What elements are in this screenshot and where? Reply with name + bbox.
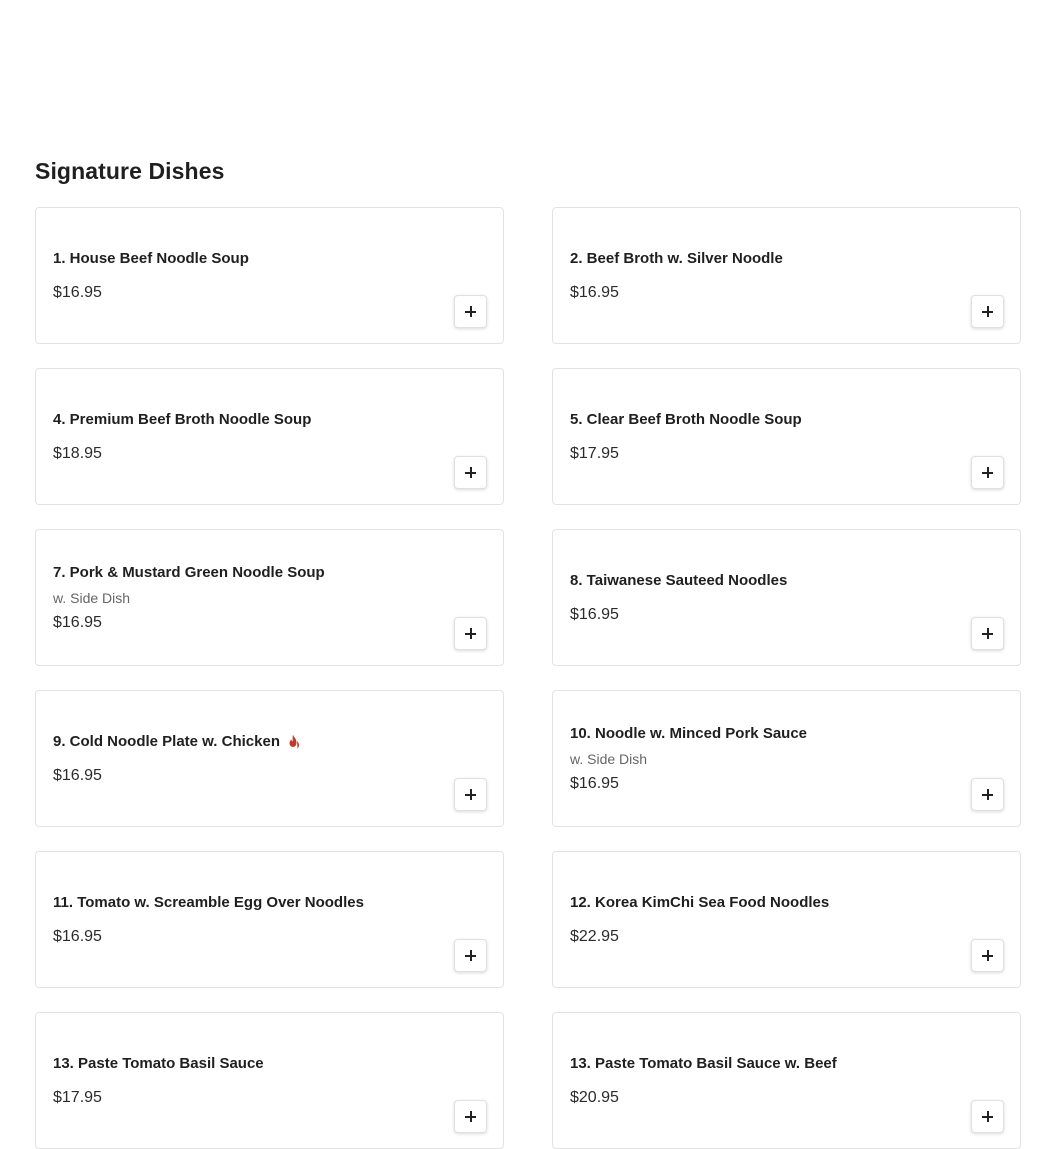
menu-item-info — [53, 369, 443, 504]
menu-item-price: $16.95 — [53, 766, 102, 784]
menu-item-card[interactable] — [35, 368, 504, 505]
menu-item-name: 4. Premium Beef Broth Noodle Soup — [53, 410, 312, 428]
menu-item-info — [53, 208, 443, 343]
menu-item-price: $16.95 — [570, 283, 619, 301]
plus-icon — [465, 306, 476, 317]
menu-item-description: w. Side Dish — [53, 589, 131, 606]
plus-icon — [982, 950, 993, 961]
add-item-button[interactable] — [454, 939, 487, 972]
menu-item-info — [53, 530, 443, 665]
menu-item-description: w. Side Dish — [570, 750, 648, 767]
menu-item-name: 13. Paste Tomato Basil Sauce w. Beef — [570, 1054, 837, 1072]
menu-item-name: 10. Noodle w. Minced Pork Sauce — [570, 724, 808, 742]
section-title: Signature Dishes — [35, 158, 225, 184]
menu-item-card[interactable] — [552, 1012, 1021, 1149]
menu-item-price: $16.95 — [570, 605, 619, 623]
menu-item-card[interactable] — [552, 529, 1021, 666]
add-item-button[interactable] — [971, 778, 1004, 811]
menu-item-price: $16.95 — [53, 927, 102, 945]
add-item-button[interactable] — [454, 1100, 487, 1133]
plus-icon — [982, 467, 993, 478]
menu-item-info — [570, 1013, 960, 1148]
menu-item-name: 8. Taiwanese Sauteed Noodles — [570, 571, 788, 589]
menu-item-card[interactable] — [552, 690, 1021, 827]
menu-item-card[interactable] — [552, 368, 1021, 505]
menu-item-price: $17.95 — [53, 1088, 102, 1106]
plus-icon — [982, 789, 993, 800]
menu-item-price: $16.95 — [53, 283, 102, 301]
menu-item-info — [53, 691, 443, 826]
plus-icon — [982, 628, 993, 639]
plus-icon — [982, 306, 993, 317]
add-item-button[interactable] — [454, 778, 487, 811]
menu-item-card[interactable] — [35, 851, 504, 988]
menu-item-name: 11. Tomato w. Screamble Egg Over Noodles — [53, 893, 364, 911]
menu-item-name: 13. Paste Tomato Basil Sauce — [53, 1054, 264, 1072]
menu-item-name: 12. Korea KimChi Sea Food Noodles — [570, 893, 830, 911]
menu-items-grid — [35, 207, 1021, 1149]
add-item-button[interactable] — [971, 295, 1004, 328]
menu-item-card[interactable] — [35, 529, 504, 666]
plus-icon — [465, 950, 476, 961]
menu-item-name: 1. House Beef Noodle Soup — [53, 249, 249, 267]
plus-icon — [465, 467, 476, 478]
add-item-button[interactable] — [971, 1100, 1004, 1133]
plus-icon — [465, 789, 476, 800]
add-item-button[interactable] — [454, 295, 487, 328]
menu-item-name: 7. Pork & Mustard Green Noodle Soup — [53, 563, 325, 581]
menu-item-name: 5. Clear Beef Broth Noodle Soup — [570, 410, 802, 428]
menu-item-price: $16.95 — [570, 774, 619, 792]
menu-item-info — [570, 530, 960, 665]
menu-item-card[interactable] — [552, 851, 1021, 988]
add-item-button[interactable] — [454, 617, 487, 650]
menu-item-info — [53, 852, 443, 987]
menu-item-card[interactable] — [35, 207, 504, 344]
menu-item-card[interactable] — [35, 1012, 504, 1149]
menu-item-info — [570, 852, 960, 987]
add-item-button[interactable] — [454, 456, 487, 489]
menu-item-info — [570, 369, 960, 504]
menu-item-info — [570, 691, 960, 826]
menu-item-price: $16.95 — [53, 613, 102, 631]
menu-item-info — [570, 208, 960, 343]
flame-icon — [286, 734, 300, 750]
add-item-button[interactable] — [971, 456, 1004, 489]
menu-item-price: $22.95 — [570, 927, 619, 945]
add-item-button[interactable] — [971, 617, 1004, 650]
menu-item-info — [53, 1013, 443, 1148]
menu-item-card[interactable] — [35, 690, 504, 827]
menu-item-price: $18.95 — [53, 444, 102, 462]
add-item-button[interactable] — [971, 939, 1004, 972]
menu-item-name: 9. Cold Noodle Plate w. Chicken — [53, 732, 443, 752]
plus-icon — [982, 1111, 993, 1122]
menu-item-card[interactable] — [552, 207, 1021, 344]
menu-item-name: 2. Beef Broth w. Silver Noodle — [570, 249, 783, 267]
menu-item-price: $20.95 — [570, 1088, 619, 1106]
menu-item-price: $17.95 — [570, 444, 619, 462]
plus-icon — [465, 1111, 476, 1122]
plus-icon — [465, 628, 476, 639]
